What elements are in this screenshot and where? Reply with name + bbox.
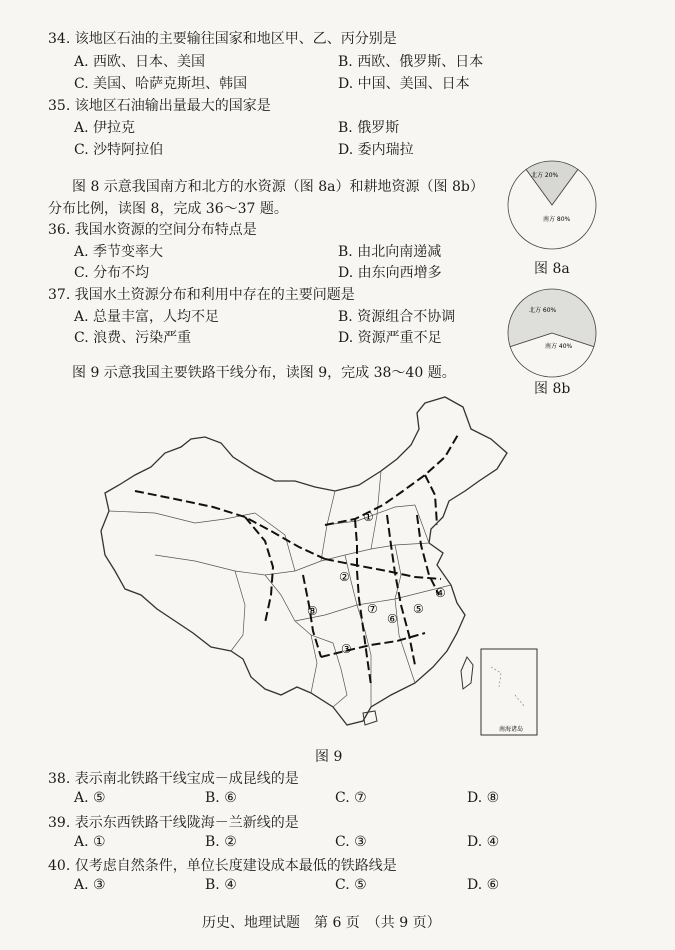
q37-option-b: B. 资源组合不协调: [338, 309, 456, 325]
figure-8a-north-label: 北方 20%: [531, 172, 559, 179]
q40-option-d: D. ⑥: [467, 877, 500, 893]
figure-8b-south-label: 南方 40%: [545, 343, 573, 350]
q35-stem: 35. 该地区石油输出量最大的国家是: [48, 98, 271, 114]
railway-marker-4: ④: [435, 586, 446, 600]
page-footer: 历史、地理试题 第 6 页 （共 9 页）: [202, 915, 441, 931]
q35-option-a: A. 伊拉克: [74, 120, 136, 136]
figure-8b-north-label: 北方 60%: [529, 307, 557, 314]
q38-option-d: D. ⑧: [467, 790, 500, 806]
q37-option-d: D. 资源严重不足: [338, 330, 442, 346]
china-outline: [101, 397, 507, 725]
south-china-sea-inset: [481, 649, 537, 735]
q38-option-a: A. ⑤: [74, 790, 106, 806]
south-china-sea-inset-label: 南海诸岛: [499, 726, 524, 733]
q34-option-b: B. 西欧、俄罗斯、日本: [338, 54, 484, 70]
figure-8a-caption: 图 8a: [534, 261, 570, 277]
q39-option-b: B. ②: [205, 834, 237, 850]
figure-8a-south-label: 南方 80%: [543, 216, 571, 223]
q40-option-b: B. ④: [205, 877, 237, 893]
q40-option-a: A. ③: [74, 877, 106, 893]
q40-stem: 40. 仅考虑自然条件，单位长度建设成本最低的铁路线是: [48, 858, 397, 874]
q37-stem: 37. 我国水土资源分布和利用中存在的主要问题是: [48, 287, 355, 303]
q39-option-a: A. ①: [74, 834, 106, 850]
railway-marker-1: ①: [363, 510, 374, 524]
railway-marker-2: ②: [339, 570, 350, 584]
province-boundaries: [109, 471, 451, 707]
q36-option-b: B. 由北向南递减: [338, 244, 442, 260]
q39-stem: 39. 表示东西铁路干线陇海－兰新线的是: [48, 815, 299, 831]
q40-option-c: C. ⑤: [335, 877, 367, 893]
q34-option-a: A. 西欧、日本、美国: [74, 54, 206, 70]
railway-marker-5: ⑤: [413, 602, 424, 616]
q38-option-b: B. ⑥: [205, 790, 237, 806]
figure-9-china-railway-map: [95, 395, 555, 740]
q34-stem: 34. 该地区石油的主要输往国家和地区甲、乙、丙分别是: [48, 31, 397, 47]
q39-option-d: D. ④: [467, 834, 500, 850]
railway-marker-8: ⑧: [307, 604, 318, 618]
q36-option-a: A. 季节变率大: [74, 244, 164, 260]
railway-marker-7: ⑦: [367, 602, 378, 616]
q36-option-d: D. 由东向西增多: [338, 265, 442, 281]
q36-stem: 36. 我国水资源的空间分布特点是: [48, 222, 257, 238]
q35-option-c: C. 沙特阿拉伯: [74, 142, 164, 158]
q36-option-c: C. 分布不均: [74, 265, 150, 281]
figure-8b-pie: [505, 286, 599, 380]
taiwan-island: [461, 657, 473, 689]
railway-marker-6: ⑥: [387, 612, 398, 626]
figure-9-caption: 图 9: [315, 749, 343, 765]
figure-8b-caption: 图 8b: [534, 381, 571, 397]
fig8-intro-line1: 图 8 示意我国南方和北方的水资源（图 8a）和耕地资源（图 8b）: [72, 179, 484, 195]
q38-option-c: C. ⑦: [335, 790, 367, 806]
q35-option-d: D. 委内瑞拉: [338, 142, 414, 158]
figure-8a-pie: [505, 158, 599, 252]
fig9-intro: 图 9 示意我国主要铁路干线分布，读图 9，完成 38～40 题。: [72, 365, 456, 381]
fig8-intro-line2: 分布比例，读图 8，完成 36～37 题。: [48, 201, 288, 217]
q38-stem: 38. 表示南北铁路干线宝成－成昆线的是: [48, 771, 299, 787]
q34-option-d: D. 中国、美国、日本: [338, 76, 470, 92]
q37-option-a: A. 总量丰富，人均不足: [74, 309, 220, 325]
q34-option-c: C. 美国、哈萨克斯坦、韩国: [74, 76, 248, 92]
q39-option-c: C. ③: [335, 834, 367, 850]
railway-marker-3: ③: [341, 642, 352, 656]
q37-option-c: C. 浪费、污染严重: [74, 330, 192, 346]
q35-option-b: B. 俄罗斯: [338, 120, 400, 136]
